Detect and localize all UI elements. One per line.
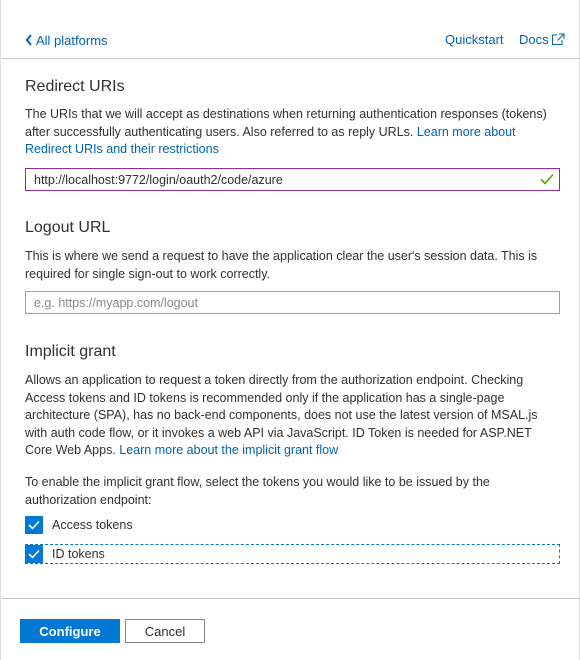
implicit-grant-description-text: Allows an application to request a token directly from the authorization endpoint. Checking Access tokens and ID tokens is recommended only if the application has a single-page architecture (SPA), has no back-end components, does not use the latest version of MSAL.js with auth code flow, or it invokes a web API via JavaScript. ID Token is needed for ASP.NET Core Web Apps. xyxy=(25,373,538,457)
implicit-grant-instruction: To enable the implicit grant flow, select the tokens you would like to be issued by the authorization endpoint: xyxy=(25,475,490,507)
footer-divider xyxy=(1,598,580,599)
panel-header xyxy=(1,0,580,59)
access-tokens-checkbox[interactable] xyxy=(25,515,133,535)
id-tokens-checkbox[interactable] xyxy=(25,544,105,564)
checkbox-checked-icon xyxy=(25,516,43,534)
logout-url-input[interactable] xyxy=(25,291,560,314)
implicit-grant-description xyxy=(25,372,553,460)
redirect-uri-input[interactable] xyxy=(25,168,560,191)
external-link-icon xyxy=(551,33,565,46)
docs-link[interactable] xyxy=(519,32,565,47)
access-tokens-label: Access tokens xyxy=(52,518,133,532)
redirect-uris-heading: Redirect URIs xyxy=(25,78,125,95)
configure-button[interactable]: Configure xyxy=(20,619,120,643)
docs-link-label: Docs xyxy=(519,32,549,47)
redirect-uris-learn-more-link[interactable]: Learn more about Redirect URIs and their restrictions xyxy=(25,124,516,156)
logout-url-description: This is where we send a request to have the application clear the user's session data. This is required for single sign-out to work correctly. xyxy=(25,249,538,281)
quickstart-link[interactable]: Quickstart xyxy=(445,32,504,47)
redirect-uris-description-text: The URIs that we will accept as destinations when returning authentication responses (tokens) after successfully authenticating users. Also referred to as reply URLs. xyxy=(25,107,547,139)
back-link-label: All platforms xyxy=(36,32,108,48)
logout-url-heading: Logout URL xyxy=(25,219,111,236)
redirect-uris-description xyxy=(25,106,553,159)
id-tokens-label: ID tokens xyxy=(52,547,105,561)
checkmark-icon xyxy=(539,172,555,186)
implicit-grant-learn-more-link[interactable]: Learn more about the implicit grant flow xyxy=(119,443,339,457)
checkbox-checked-icon xyxy=(25,545,43,563)
chevron-left-icon xyxy=(24,32,35,48)
focus-outline xyxy=(25,544,560,564)
back-link[interactable] xyxy=(24,32,108,48)
implicit-grant-heading: Implicit grant xyxy=(25,343,116,360)
cancel-button[interactable]: Cancel xyxy=(125,619,205,643)
